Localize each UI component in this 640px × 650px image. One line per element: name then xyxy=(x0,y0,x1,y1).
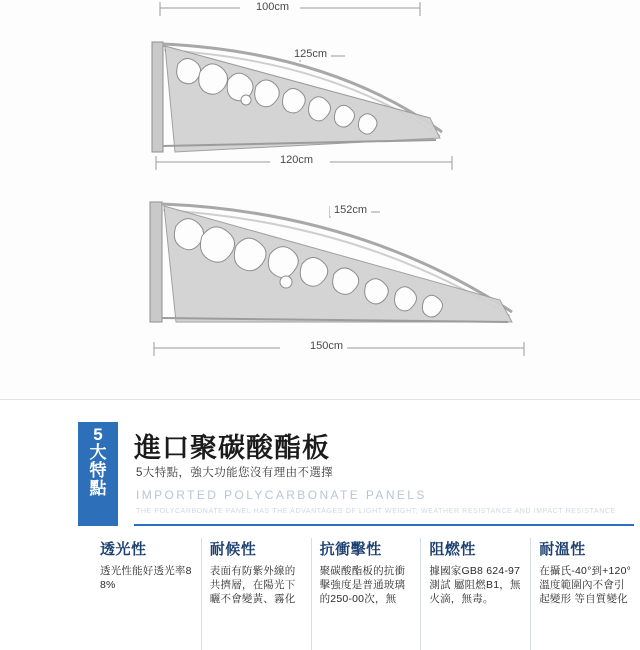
large-canopy-drawing xyxy=(150,202,512,322)
badge-line-1: 5 xyxy=(93,425,103,444)
feature-column-4 xyxy=(420,538,530,650)
dimension-label-150cm: 150cm xyxy=(306,340,347,352)
feature-panel-inner xyxy=(78,414,640,640)
panel-title-english-small: THE POLYCARBONATE PANEL HAS THE ADVANTAGES OF LIGHT WEIGHT, WEATHER RESISTANCE AND IMPACT RESISTANCE xyxy=(136,508,616,515)
five-features-badge xyxy=(78,422,118,526)
feature-column-2 xyxy=(201,538,311,650)
badge-line-3: 特 xyxy=(89,460,107,480)
feature-body-5: 在攝氏-40°到+120°溫度範圍內不會引起變形 等自質變化 xyxy=(539,565,632,606)
small-canopy-drawing xyxy=(152,2,442,152)
feature-title-1: 透光性 xyxy=(100,541,147,558)
accent-rule xyxy=(134,524,634,526)
feature-title-4: 阻燃性 xyxy=(429,541,476,558)
dimension-label-100cm: 100cm xyxy=(252,1,293,13)
feature-column-3 xyxy=(311,538,421,650)
panel-title-english: IMPORTED POLYCARBONATE PANELS xyxy=(136,488,427,502)
feature-body-1: 透光性能好透光率88% xyxy=(100,565,192,592)
dimension-label-125cm: 125cm xyxy=(290,48,331,60)
dimension-label-152cm: 152cm xyxy=(330,204,371,216)
feature-columns xyxy=(92,538,640,650)
feature-body-4: 據國家GB8 624-97測試 屬阻燃B1，無火滴，無毒。 xyxy=(429,565,521,606)
feature-body-2: 表面有防紫外線的共擠層，在陽光下曬不會變黃、霧化 xyxy=(209,565,296,606)
feature-title-2: 耐候性 xyxy=(209,541,257,558)
feature-column-5 xyxy=(530,538,640,650)
panel-subtitle: 5大特點，強大功能您沒有理由不選擇 xyxy=(136,467,334,479)
feature-title-3: 抗衝擊性 xyxy=(319,541,382,558)
feature-panel xyxy=(0,400,640,640)
feature-column-1 xyxy=(92,538,201,650)
badge-line-4: 點 xyxy=(89,478,107,498)
feature-body-3: 聚碳酸酯板的抗衝擊強度是普通玻璃的250-00次，無 xyxy=(319,565,406,606)
dimension-label-120cm: 120cm xyxy=(276,154,317,166)
badge-line-2: 大 xyxy=(89,442,107,462)
panel-title: 進口聚碳酸酯板 xyxy=(134,433,330,463)
feature-title-5: 耐溫性 xyxy=(539,541,586,558)
